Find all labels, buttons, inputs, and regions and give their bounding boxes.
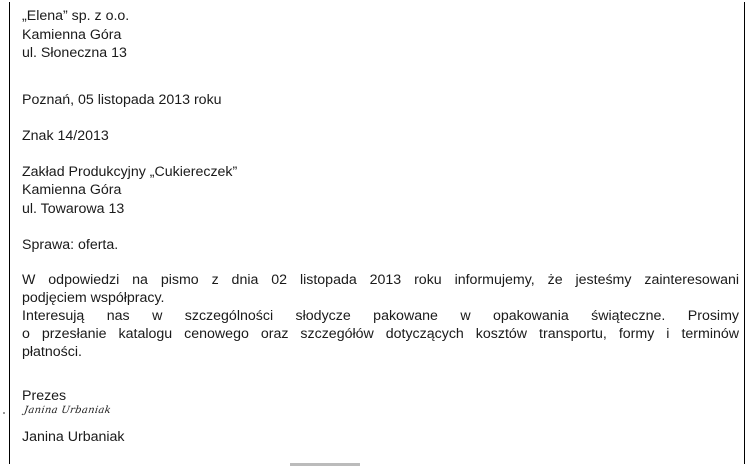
- sender-city: Kamienna Góra: [22, 27, 122, 43]
- recipient-company: Zakład Produkcyjny „Cukiereczek”: [22, 164, 238, 180]
- body-line: płatności.: [22, 344, 82, 360]
- subject-line: Sprawa: oferta.: [22, 237, 119, 253]
- body-line: podjęciem współpracy.: [22, 290, 165, 306]
- recipient-street: ul. Towarowa 13: [22, 201, 125, 217]
- scan-edge-mark: [290, 463, 360, 466]
- sender-street: ul. Słoneczna 13: [22, 45, 127, 61]
- body-paragraph: [22, 271, 739, 361]
- closing-title: Prezes: [22, 388, 67, 404]
- document-page: [9, 2, 745, 464]
- handwritten-signature: Janina Urbaniak: [23, 405, 112, 416]
- recipient-city: Kamienna Góra: [22, 182, 122, 198]
- place-date: Poznań, 05 listopada 2013 roku: [22, 92, 222, 108]
- sender-company: „Elena” sp. z o.o.: [22, 8, 130, 24]
- body-line: Interesują nas w szczególności słodycze pakowane w opakowania świąteczne. Prosimy: [22, 308, 739, 324]
- signatory-name: Janina Urbaniak: [22, 429, 125, 445]
- body-line: o przesłanie katalogu cenowego oraz szczegółów dotyczących kosztów transportu, formy i terminów: [22, 326, 739, 342]
- reference-number: Znak 14/2013: [22, 128, 109, 144]
- body-line: W odpowiedzi na pismo z dnia 02 listopada 2013 roku informujemy, że jesteśmy zainteresowani: [22, 272, 739, 288]
- scan-speck: [3, 412, 5, 414]
